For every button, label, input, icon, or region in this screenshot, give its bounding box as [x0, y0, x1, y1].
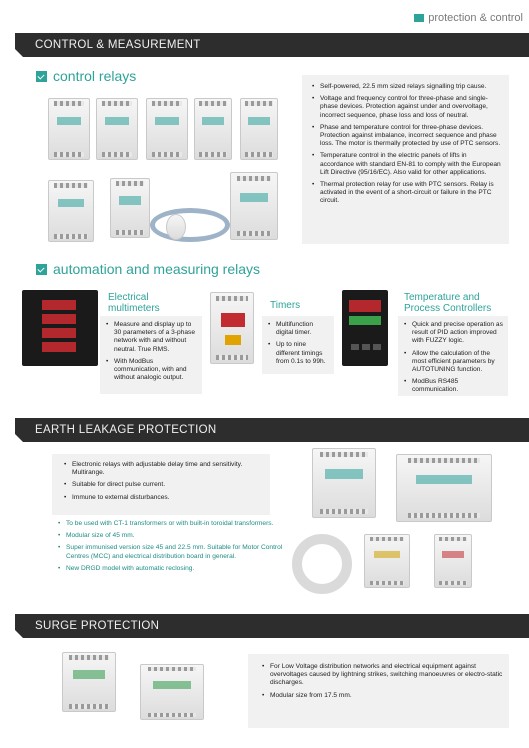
earth-leakage-features [58, 520, 290, 577]
surge-box [248, 654, 509, 728]
list-item: • Temperature control in the electric panels of lifts in accordance with standard EN-81 to comply with the European Lift Directive (95/16/EC). Also valid for other applications. [312, 152, 501, 177]
checkbox-icon [36, 264, 47, 275]
ptc-sensor [166, 214, 186, 240]
surge-protector [140, 664, 204, 720]
control-relays-title: control relays [36, 68, 136, 84]
toroidal-transformer [292, 534, 352, 594]
multimeter-image [22, 290, 98, 366]
list-item: • New DRGD model with automatic reclosing. [58, 565, 290, 573]
list-item: • Voltage and frequency control for three-phase and single-phase devices. Protection against under and overvoltage, incorrect sequence, phase loss and loss of neutral. [312, 95, 501, 120]
timers-box [262, 316, 334, 374]
earth-leakage-relay [434, 534, 472, 588]
top-bar [0, 0, 529, 30]
list-item: • With ModBus communication, with and without analogic output. [106, 358, 198, 383]
automation-title: automation and measuring relays [36, 261, 260, 277]
relay-device [146, 98, 188, 160]
relay-device [240, 98, 278, 160]
list-item: • Allow the calculation of the most efficient parameters by AUTOTUNING function. [404, 350, 504, 375]
section-header-control: CONTROL & MEASUREMENT [15, 33, 529, 57]
earth-leakage-relay [396, 454, 492, 522]
list-item: • Modular size from 17.5 mm. [262, 692, 503, 700]
list-item: • Up to nine different timings from 0.1s to 99h. [268, 341, 331, 366]
relay-device [230, 172, 278, 240]
list-item: • For Low Voltage distribution networks and electrical equipment against overvoltages caused by lightning strikes, switching manoeuvres or electro-static discharges. [262, 663, 503, 688]
list-item: • Quick and precise operation as result of PID action improved with FUZZY logic. [404, 321, 504, 346]
list-item: • ModBus RS485 communication. [404, 378, 504, 394]
timers-title: Timers [270, 300, 301, 311]
temperature-controllers-box [398, 316, 508, 396]
relay-device [110, 178, 150, 238]
surge-protector [62, 652, 116, 712]
earth-leakage-relay [312, 448, 376, 518]
sensor-cable [150, 208, 230, 242]
section-marker-icon [414, 14, 424, 22]
control-relays-box [302, 75, 509, 244]
list-item: • Multifunction digital timer. [268, 321, 331, 337]
section-label: protection & control [414, 12, 523, 24]
timer-image [210, 292, 254, 364]
control-relays-list [312, 83, 501, 206]
list-item: • Thermal protection relay for use with PTC sensors. Relay is activated in the event of a short-circuit or failure in the PTC circuit. [312, 181, 501, 206]
list-item: • Phase and temperature control for three-phase devices. Protection against imbalance, incorrect sequence and phase loss. The motor is thermally protected by use of PTC sensors. [312, 124, 501, 149]
multimeters-box [100, 316, 202, 394]
temperature-controllers-title: Temperature and Process Controllers [404, 292, 492, 314]
list-item: • Measure and display up to 30 parameters of a 3-phase network with and without neutral. True RMS. [106, 321, 198, 354]
relay-device [48, 98, 90, 160]
section-header-earth-leakage: EARTH LEAKAGE PROTECTION [15, 418, 529, 442]
list-item: • Self-powered, 22.5 mm sized relays signalling trip cause. [312, 83, 501, 91]
list-item: • To be used with CT-1 transformers or with built-in toroidal transformers. [58, 520, 290, 528]
list-item: • Suitable for direct pulse current. [64, 481, 264, 489]
relay-device [96, 98, 138, 160]
list-item: • Super immunised version size 45 and 22.5 mm. Suitable for Motor Control Centres (MCC) and electrical distribution board in general. [58, 544, 290, 560]
earth-leakage-relay [364, 534, 410, 588]
multimeters-title: Electrical multimeters [108, 292, 160, 314]
temperature-controller-image [342, 290, 388, 366]
list-item: • Immune to external disturbances. [64, 494, 264, 502]
list-item: • Electronic relays with adjustable delay time and sensitivity. Multirange. [64, 461, 264, 477]
relay-device [48, 180, 94, 242]
relay-device [194, 98, 232, 160]
checkbox-icon [36, 71, 47, 82]
section-header-surge: SURGE PROTECTION [15, 614, 529, 638]
earth-leakage-box [52, 454, 270, 515]
list-item: • Modular size of 45 mm. [58, 532, 290, 540]
